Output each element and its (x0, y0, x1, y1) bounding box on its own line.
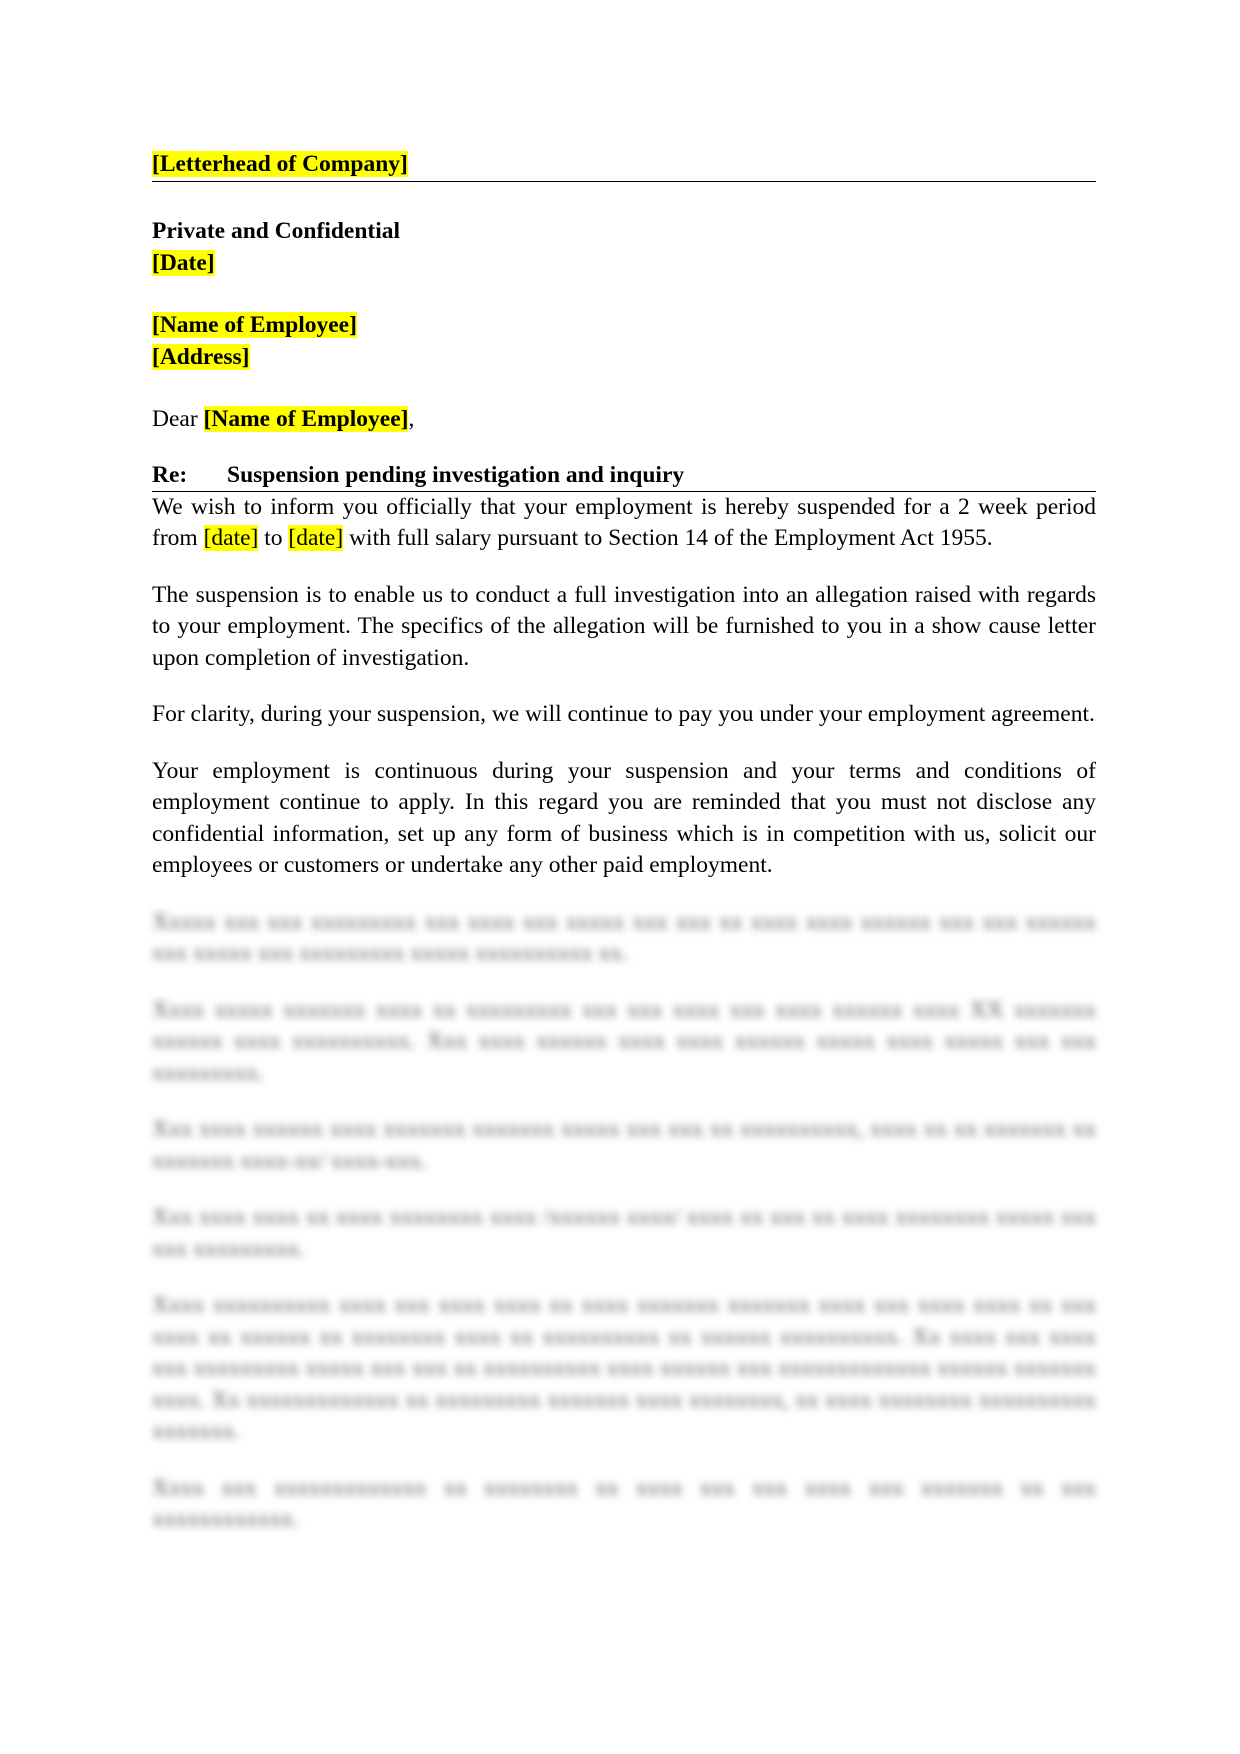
salutation-suffix: , (408, 406, 415, 432)
subject-text: Suspension pending investigation and inquiry (227, 461, 685, 488)
blurred-paragraphs (152, 907, 1096, 1536)
blurred-paragraph: Xxx xxxx xxxxxx xxxx xxxxxxx xxxxxxx xxxxx xxx xxx xx xxxxxxxxxx, xxxx xx xx xxxxxxx xx xxxxxxx xxxx-xx/ xxxx-xxx. (152, 1116, 1096, 1174)
private-label: Private and Confidential (152, 218, 401, 244)
para1-text-1: We wish to inform you officially that your employment is hereby suspended for a 2 week period from (152, 493, 1096, 551)
date-from-placeholder: [date] (203, 525, 259, 551)
salutation-name: [Name of Employee] (203, 406, 409, 432)
paragraph-clarity: For clarity, during your suspension, we will continue to pay you under your employment agreement. (152, 701, 1095, 727)
recipient-address: [Address] (152, 343, 250, 370)
salutation (152, 404, 1096, 436)
letter-page (152, 148, 1096, 1536)
blurred-paragraph: Xxxx xxx xxxxxxxxxxxxx xx xxxxxxxx xx xxxx xxx xxx xxxx xxx xxxxxxx xx xxx xxxxxxxxxxxx. (152, 1474, 1096, 1532)
subject-line (152, 460, 1096, 492)
recipient-name: [Name of Employee] (152, 312, 357, 338)
paragraph-purpose: The suspension is to enable us to conduct a full investigation into an allegation raised with regards to your employment. The specifics of the allegation will be furnished to you in a show cause letter upon completion of investigation. (152, 581, 1096, 671)
para1-text-3: with full salary pursuant to Section 14 of the Employment Act 1955. (343, 525, 993, 551)
blurred-paragraph: Xxxxx xxx xxx xxxxxxxxx xxx xxxx xxx xxxxx xxx xxx xx xxxx xxxx xxxxxx xxx xxx xxxxxx xxx xxxxx xxx xxxxxxxxx xxxxx xxxxxxxxxx xx. (152, 908, 1096, 966)
letterhead-placeholder: [Letterhead of Company] (152, 151, 408, 177)
subject-label: Re: (152, 461, 188, 488)
blurred-paragraph: Xxx xxxx xxxx xx xxxx xxxxxxxx xxxx /xxxxxx xxxx/ xxxx xx xxx xx xxxx xxxxxxxx xxxxx xxx xxx xxxxxxxxx. (152, 1204, 1096, 1262)
para1-text-2: to (258, 525, 289, 551)
date-placeholder: [Date] (152, 249, 215, 276)
letterhead (152, 148, 1096, 182)
paragraph-continuity: Your employment is continuous during your suspension and your terms and conditions of employment continue to apply. In this regard you are reminded that you must not disclose any confidential information, set up any form of business which is in competition with us, solicit our employees or customers or undertake any other paid employment. (152, 757, 1096, 878)
blurred-paragraph: Xxxx xxxxxxxxxx xxxx xxx xxxx xxxx xx xxxx xxxxxxx xxxxxxx xxxx xxx xxxx xxxx xx xxx xxxx xx xxxxxx xx xxxxxxxx xxxx xx xxxxxxxxxx xx xxxxxx xxxxxxxxxx. Xx xxxx xxx xxxx xxx xxxxxxxxx xxxxx xxx xxx xx xxxxxxxxxx xxxx xxxxxx xxx xxxxxxxxxxxxx xxxxxx xxxxxxx xxxx. Xx xxxxxxxxxxxxx xx xxxxxxxxx xxxxxxx xxxx xxxxxxxx, xx xxxx xxxxxxxx xxxxxxxxxx xxxxxxx. (152, 1292, 1096, 1444)
salutation-prefix: Dear (152, 406, 204, 432)
date-to-placeholder: [date] (288, 525, 344, 551)
blurred-paragraph: Xxxx xxxxx xxxxxxx xxxx xx xxxxxxxxx xxx xxx xxxx xxx xxxx xxxxxx xxxx XX xxxxxxx xxxxxx xxxx xxxxxxxxxx. Xxx xxxx xxxxxx xxxx xxxx xxxxxx xxxxx xxxx xxxxx xxx xxx xxxxxxxxx. (152, 996, 1096, 1086)
paragraph-suspension-notice (152, 492, 1096, 555)
